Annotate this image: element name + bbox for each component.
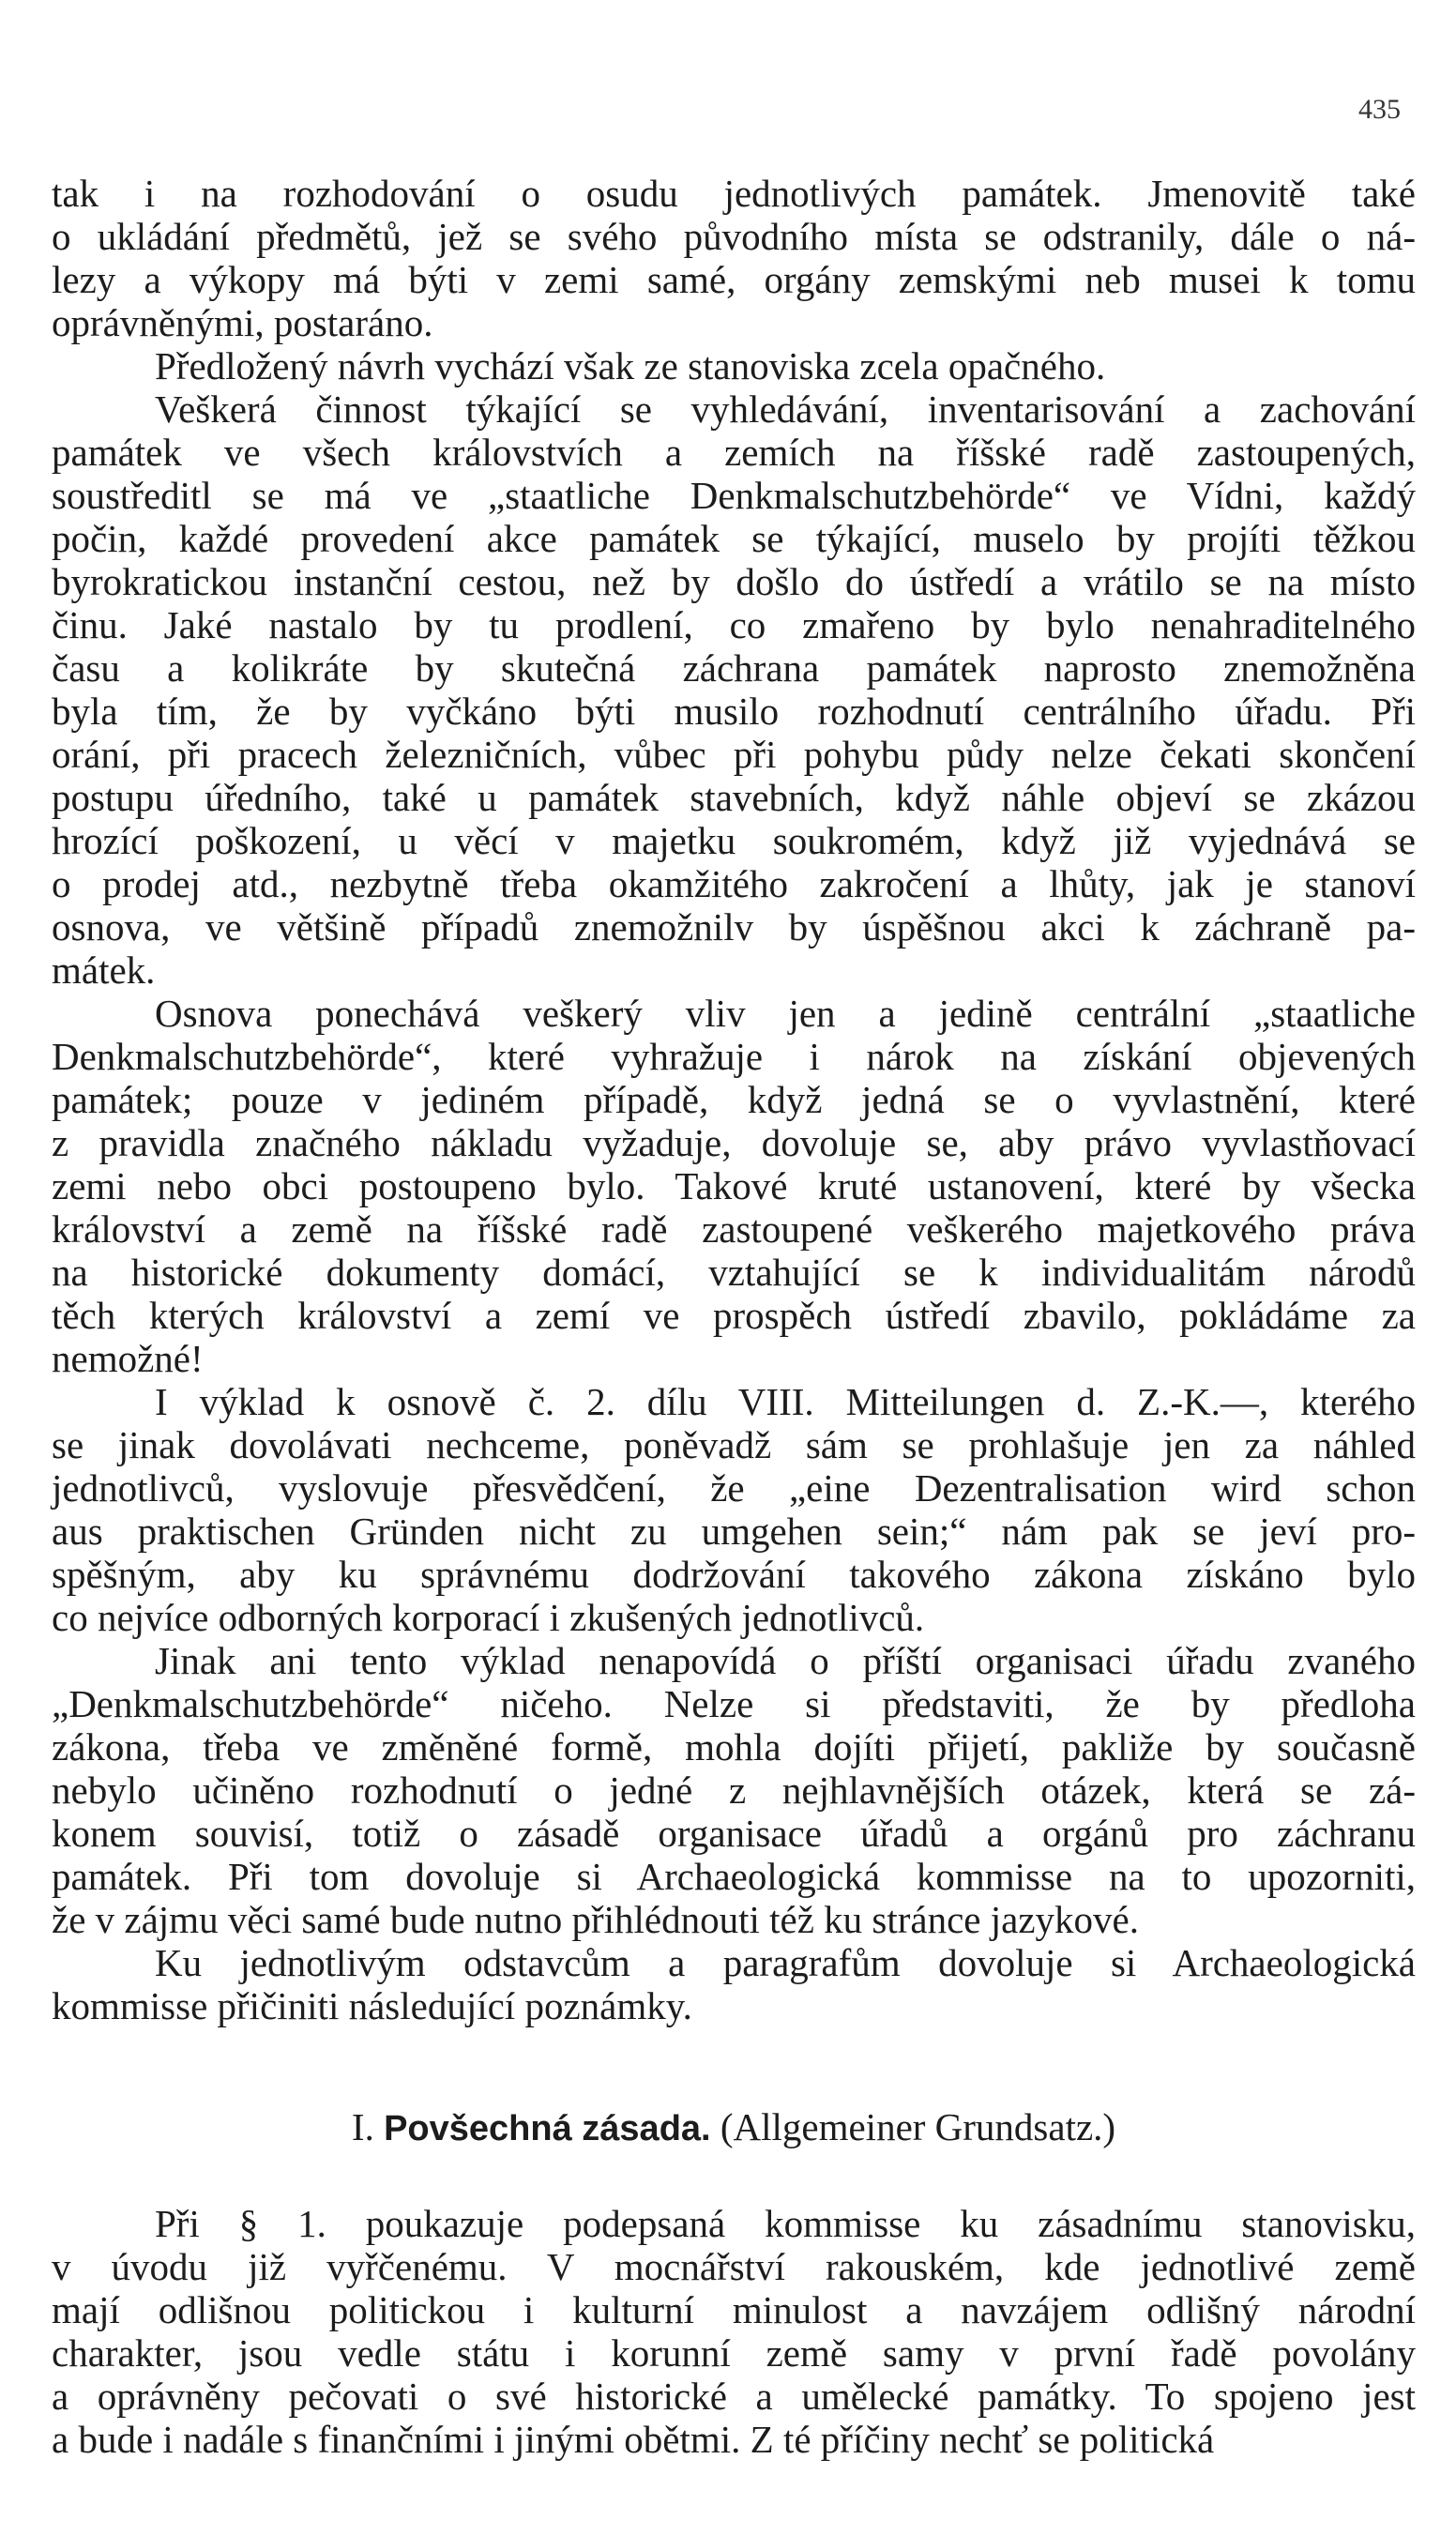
text-line: Jinak ani tento výklad nenapovídá o příští organisaci úřadu zvaného [155, 1639, 1416, 1682]
page-number: 435 [1358, 94, 1401, 125]
text-line: postupu úředního, také u památek stavebních, když náhle objeví se zkázou [52, 776, 1416, 819]
text-line: hrozící poškození, u věcí v majetku soukromém, když již vyjednává se [52, 819, 1416, 862]
text-line: že v zájmu věci samé bude nutno přihlédnouti též ku stránce jazykové. [52, 1898, 1139, 1941]
text-line: zemi nebo obci postoupeno bylo. Takové kruté ustanovení, které by všecka [52, 1164, 1416, 1207]
text-line: na historické dokumenty domácí, vztahující se k individualitám národů [52, 1251, 1416, 1294]
paragraph [52, 344, 1416, 387]
text-line: času a kolikráte by skutečná záchrana památek naprosto znemožněna [52, 646, 1416, 690]
text-line: osnova, ve většině případů znemožnilv by úspěšnou akci k záchraně pa- [52, 905, 1416, 949]
text-line: Při § 1. poukazuje podepsaná kommisse ku zásadnímu stanovisku, [155, 2202, 1416, 2245]
paragraph [52, 2202, 1416, 2461]
text-line: se jinak dovolávati nechceme, poněvadž sám se prohlašuje jen za náhled [52, 1423, 1416, 1466]
text-line: nebylo učiněno rozhodnutí o jedné z nejhlavnějších otázek, která se zá- [52, 1768, 1416, 1812]
text-line: památek. Při tom dovoluje si Archaeologická kommisse na to upozorniti, [52, 1855, 1416, 1898]
body-paragraphs [52, 172, 1416, 2027]
text-line: Ku jednotlivým odstavcům a paragrafům dovoluje si Archaeologická [155, 1941, 1416, 1984]
text-line: oprávněnými, postaráno. [52, 301, 433, 344]
text-line: činu. Jaké nastalo by tu prodlení, co zmařeno by bylo nenahraditelného [52, 603, 1416, 646]
text-line: jednotlivců, vyslovuje přesvědčení, že „eine Dezentralisation wird schon [52, 1466, 1416, 1510]
text-line: lezy a výkopy má býti v zemi samé, orgány zemskými neb musei k tomu [52, 258, 1416, 301]
text-line: Veškerá činnost týkající se vyhledávání, inventarisování a zachování [155, 387, 1416, 431]
text-line: Osnova ponechává veškerý vliv jen a jedině centrální „staatliche [155, 992, 1416, 1035]
section-number: I. [351, 2105, 374, 2148]
text-line: mají odlišnou politickou i kulturní minulost a navzájem odlišný národní [52, 2288, 1416, 2331]
paragraph [52, 1380, 1416, 1639]
paragraph [52, 1941, 1416, 2027]
text-line: I výklad k osnově č. 2. dílu VIII. Mitteilungen d. Z.-K.—, kterého [155, 1380, 1416, 1423]
text-line: orání, při pracech železničních, vůbec při pohybu půdy nelze čekati skončení [52, 733, 1416, 776]
text-line: Předložený návrh vychází však ze stanoviska zcela opačného. [155, 344, 1106, 387]
paragraph [52, 172, 1416, 344]
section-paragraphs [52, 2202, 1416, 2461]
text-line: království a země na říšské radě zastoupené veškerého majetkového práva [52, 1207, 1416, 1251]
text-line: kommisse přičiniti následující poznámky. [52, 1984, 692, 2027]
text-line: v úvodu již vyřčenému. V mocnářství rakouském, kde jednotlivé země [52, 2245, 1416, 2288]
text-line: o prodej atd., nezbytně třeba okamžitého zakročení a lhůty, jak je stanoví [52, 862, 1416, 905]
text-line: byla tím, že by vyčkáno býti musilo rozhodnutí centrálního úřadu. Při [52, 690, 1416, 733]
text-line: charakter, jsou vedle státu i korunní země samy v první řadě povolány [52, 2331, 1416, 2375]
text-line: zákona, třeba ve změněné formě, mohla dojíti přijetí, pakliže by současně [52, 1725, 1416, 1768]
text-line: památek ve všech královstvích a zemích na říšské radě zastoupených, [52, 431, 1416, 474]
text-line: aus praktischen Gründen nicht zu umgehen sein;“ nám pak se jeví pro- [52, 1510, 1416, 1553]
paragraph [52, 387, 1416, 992]
document-body [52, 172, 1416, 2461]
text-line: mátek. [52, 949, 156, 992]
paragraph [52, 992, 1416, 1380]
text-line: počin, každé provedení akce památek se týkající, muselo by projíti těžkou [52, 517, 1416, 560]
section-heading [52, 2105, 1416, 2150]
paragraph [52, 1639, 1416, 1941]
text-line: byrokratickou instanční cestou, než by došlo do ústředí a vrátilo se na místo [52, 560, 1416, 603]
text-line: a oprávněny pečovati o své historické a umělecké památky. To spojeno jest [52, 2375, 1416, 2418]
text-line: nemožné! [52, 1337, 204, 1380]
text-line: o ukládání předmětů, jež se svého původního místa se odstranily, dále o ná- [52, 215, 1416, 258]
text-line: „Denkmalschutzbehörde“ ničeho. Nelze si představiti, že by předloha [52, 1682, 1416, 1725]
section-title-rest: (Allgemeiner Grundsatz.) [720, 2105, 1116, 2148]
text-line: soustředitl se má ve „staatliche Denkmalschutzbehörde“ ve Vídni, každý [52, 474, 1416, 517]
text-line: konem souvisí, totiž o zásadě organisace úřadů a orgánů pro záchranu [52, 1812, 1416, 1855]
text-line: památek; pouze v jediném případě, když jedná se o vyvlastnění, které [52, 1078, 1416, 1121]
section-title-bold: Povšechná zásada. [384, 2109, 711, 2148]
text-line: co nejvíce odborných korporací i zkušených jednotlivců. [52, 1596, 925, 1639]
text-line: z pravidla značného nákladu vyžaduje, dovoluje se, aby právo vyvlastňovací [52, 1121, 1416, 1164]
text-line: spěšným, aby ku správnému dodržování takového zákona získáno bylo [52, 1553, 1416, 1596]
text-line: těch kterých království a zemí ve prospěch ústředí zbavilo, pokládáme za [52, 1294, 1416, 1337]
text-line: Denkmalschutzbehörde“, které vyhražuje i nárok na získání objevených [52, 1035, 1416, 1078]
text-line: a bude i nadále s finančními i jinými obětmi. Z té příčiny nechť se politická [52, 2418, 1215, 2461]
text-line: tak i na rozhodování o osudu jednotlivých památek. Jmenovitě také [52, 172, 1416, 215]
